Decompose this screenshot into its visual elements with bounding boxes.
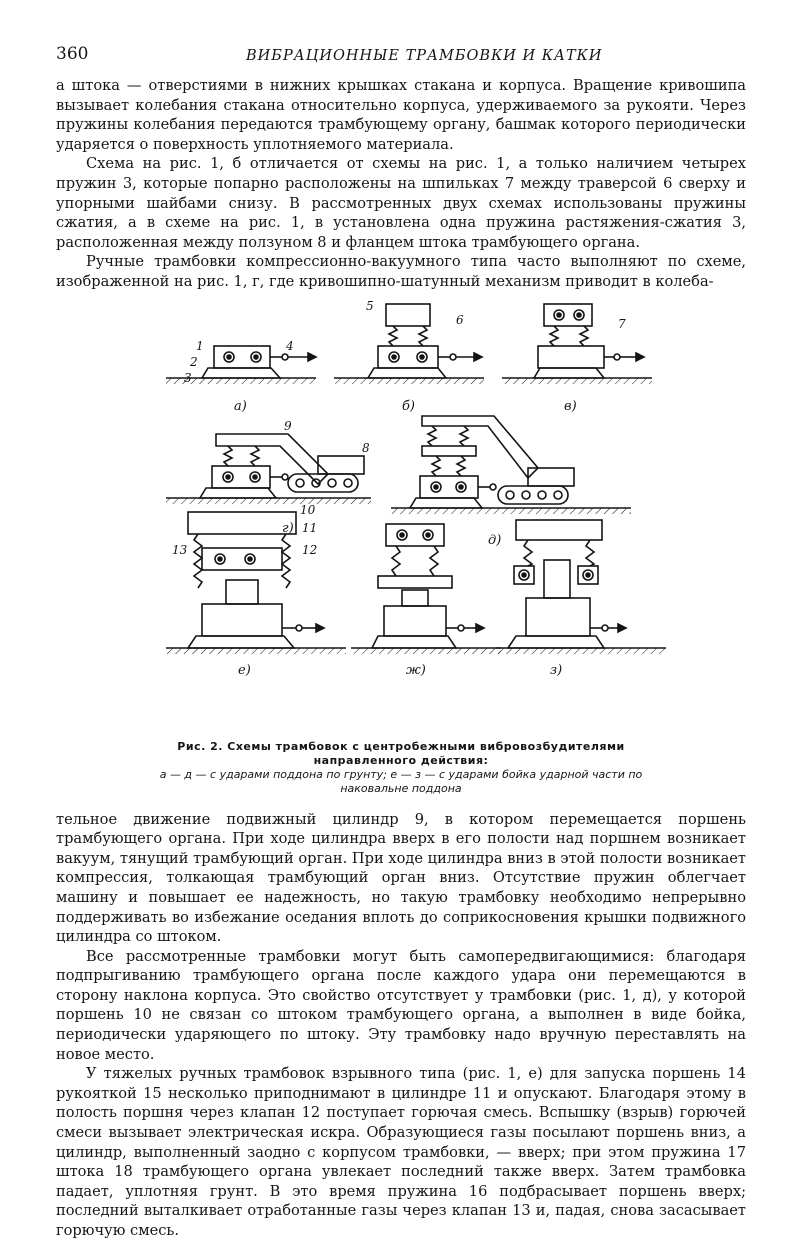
part-label-13: 13 [172, 542, 188, 557]
scheme-c [502, 304, 652, 384]
panel-label-e: е) [238, 662, 251, 678]
part-label-10: 10 [300, 502, 316, 517]
part-label-2: 2 [190, 354, 198, 369]
paragraph-5: Все рассмотренные трамбовки могут быть самопередвигающимися: благодаря подпрыгиванию трамбующего органа после каждого удара они перемещаются в сторону наклона корпуса. Это свойство отсутствует у трамбовки (рис. 1, д), у которой поршень 10 не связан со штоком трамбующего органа, а выполнен в виде бойка, периодически ударяющего по штоку. Эту трамбовку надо вручную переставлять на новое место. [56, 947, 746, 1063]
scheme-zh [351, 524, 501, 654]
scheme-d2 [391, 416, 631, 514]
scheme-z [496, 520, 666, 654]
paragraph-3: Ручные трамбовки компрессионно-вакуумного типа часто выполняют по схеме, изображенной на рис. 1, г, где кривошипно-шатунный механизм приводит в колеба- [56, 253, 746, 290]
paragraph-1: а штока — отверстиями в нижних крышках стакана и корпуса. Вращение кривошипа вызывает колебания стакана относительно корпуса, удерживаемого за рукояти. Через пружины колебания передаются трамбующему органу, башмак которого периодически ударяется о поверхность уплотняемого материала. [56, 77, 746, 153]
panel-label-d: г) [282, 520, 294, 536]
panel-label-b: б) [402, 398, 416, 414]
panel-label-zh: ж) [406, 662, 426, 678]
scheme-e [166, 512, 346, 654]
part-label-6: 6 [456, 312, 464, 327]
part-label-9: 9 [284, 418, 292, 433]
page-number: 360 [56, 44, 89, 64]
part-label-1: 1 [196, 338, 204, 353]
paragraph-2: Схема на рис. 1, б отличается от схемы на рис. 1, а только наличием четырех пружин 3, которые попарно расположены на шпильках 7 между траверсой 6 сверху и упорными шайбами снизу. В рассмотренных двух схемах использованы пружины сжатия, а в схеме на рис. 1, в установлена одна пружина растяжения-сжатия 3, расположенная между ползуном 8 и фланцем штока трамбующего органа. [56, 155, 746, 251]
part-label-7: 7 [618, 316, 626, 331]
part-label-3: 3 [184, 370, 192, 385]
paragraph-4: тельное движение подвижный цилиндр 9, в котором перемещается поршень трамбующего органа. При ходе цилиндра вверх в его полости над поршнем возникает вакуум, тянущий трамбующий орган. При ходе цилиндра вниз в этой полости возникает компрессия, толкающая трамбующий орган вниз. Отсутствие пружин облегчает машину и повышает ее надежность, но такую трамбовку необходимо непрерывно поддерживать во избежание оседания вплоть до соприкосновения крышки подвижного цилиндра со штоком. [56, 810, 746, 946]
book-page [56, 40, 746, 1241]
figure-rammer-schemes [56, 298, 746, 738]
part-label-11: 11 [302, 520, 318, 535]
panel-label-a: а) [234, 398, 247, 414]
caption-note: а — д — с ударами поддона по грунту; е — з — с ударами бойка ударной части по наковальне поддона [159, 767, 643, 795]
part-label-12: 12 [302, 542, 318, 557]
part-label-5: 5 [366, 298, 374, 313]
page-header [56, 40, 746, 76]
scheme-d [166, 434, 371, 504]
panel-label-z: з) [550, 662, 563, 678]
part-label-8: 8 [362, 440, 370, 455]
running-title: ВИБРАЦИОННЫЕ ТРАМБОВКИ И КАТКИ [246, 48, 603, 64]
part-label-4: 4 [286, 338, 294, 353]
paragraph-6: У тяжелых ручных трамбовок взрывного типа (рис. 1, е) для запуска поршень 14 рукояткой 15 несколько приподнимают в цилиндре 11 и опускают. Благодаря этому в полость поршня через клапан 12 поступает горючая смесь. Вспышку (взрыв) горючей смеси вызывает электрическая искра. Образующиеся газы посылают поршень вниз, а цилиндр, выполненный заодно с корпусом трамбовки, — вверх; при этом пружина 17 штока 18 трамбующего органа увлекает последний также вверх. Затем трамбовка падает, уплотняя грунт. В это время пружина 16 подбрасывает поршень вверх; последний выталкивает отработанные газы через клапан 13 и, падая, снова засасывает горючую смесь. [56, 1065, 746, 1239]
panel-label-c: в) [564, 398, 577, 414]
figure-drawing [56, 298, 746, 738]
panel-label-d2: д) [488, 532, 502, 548]
figure-caption [141, 740, 661, 796]
caption-title: Рис. 2. Схемы трамбовок с центробежными вибровозбудителями направленного действия: [177, 739, 625, 767]
